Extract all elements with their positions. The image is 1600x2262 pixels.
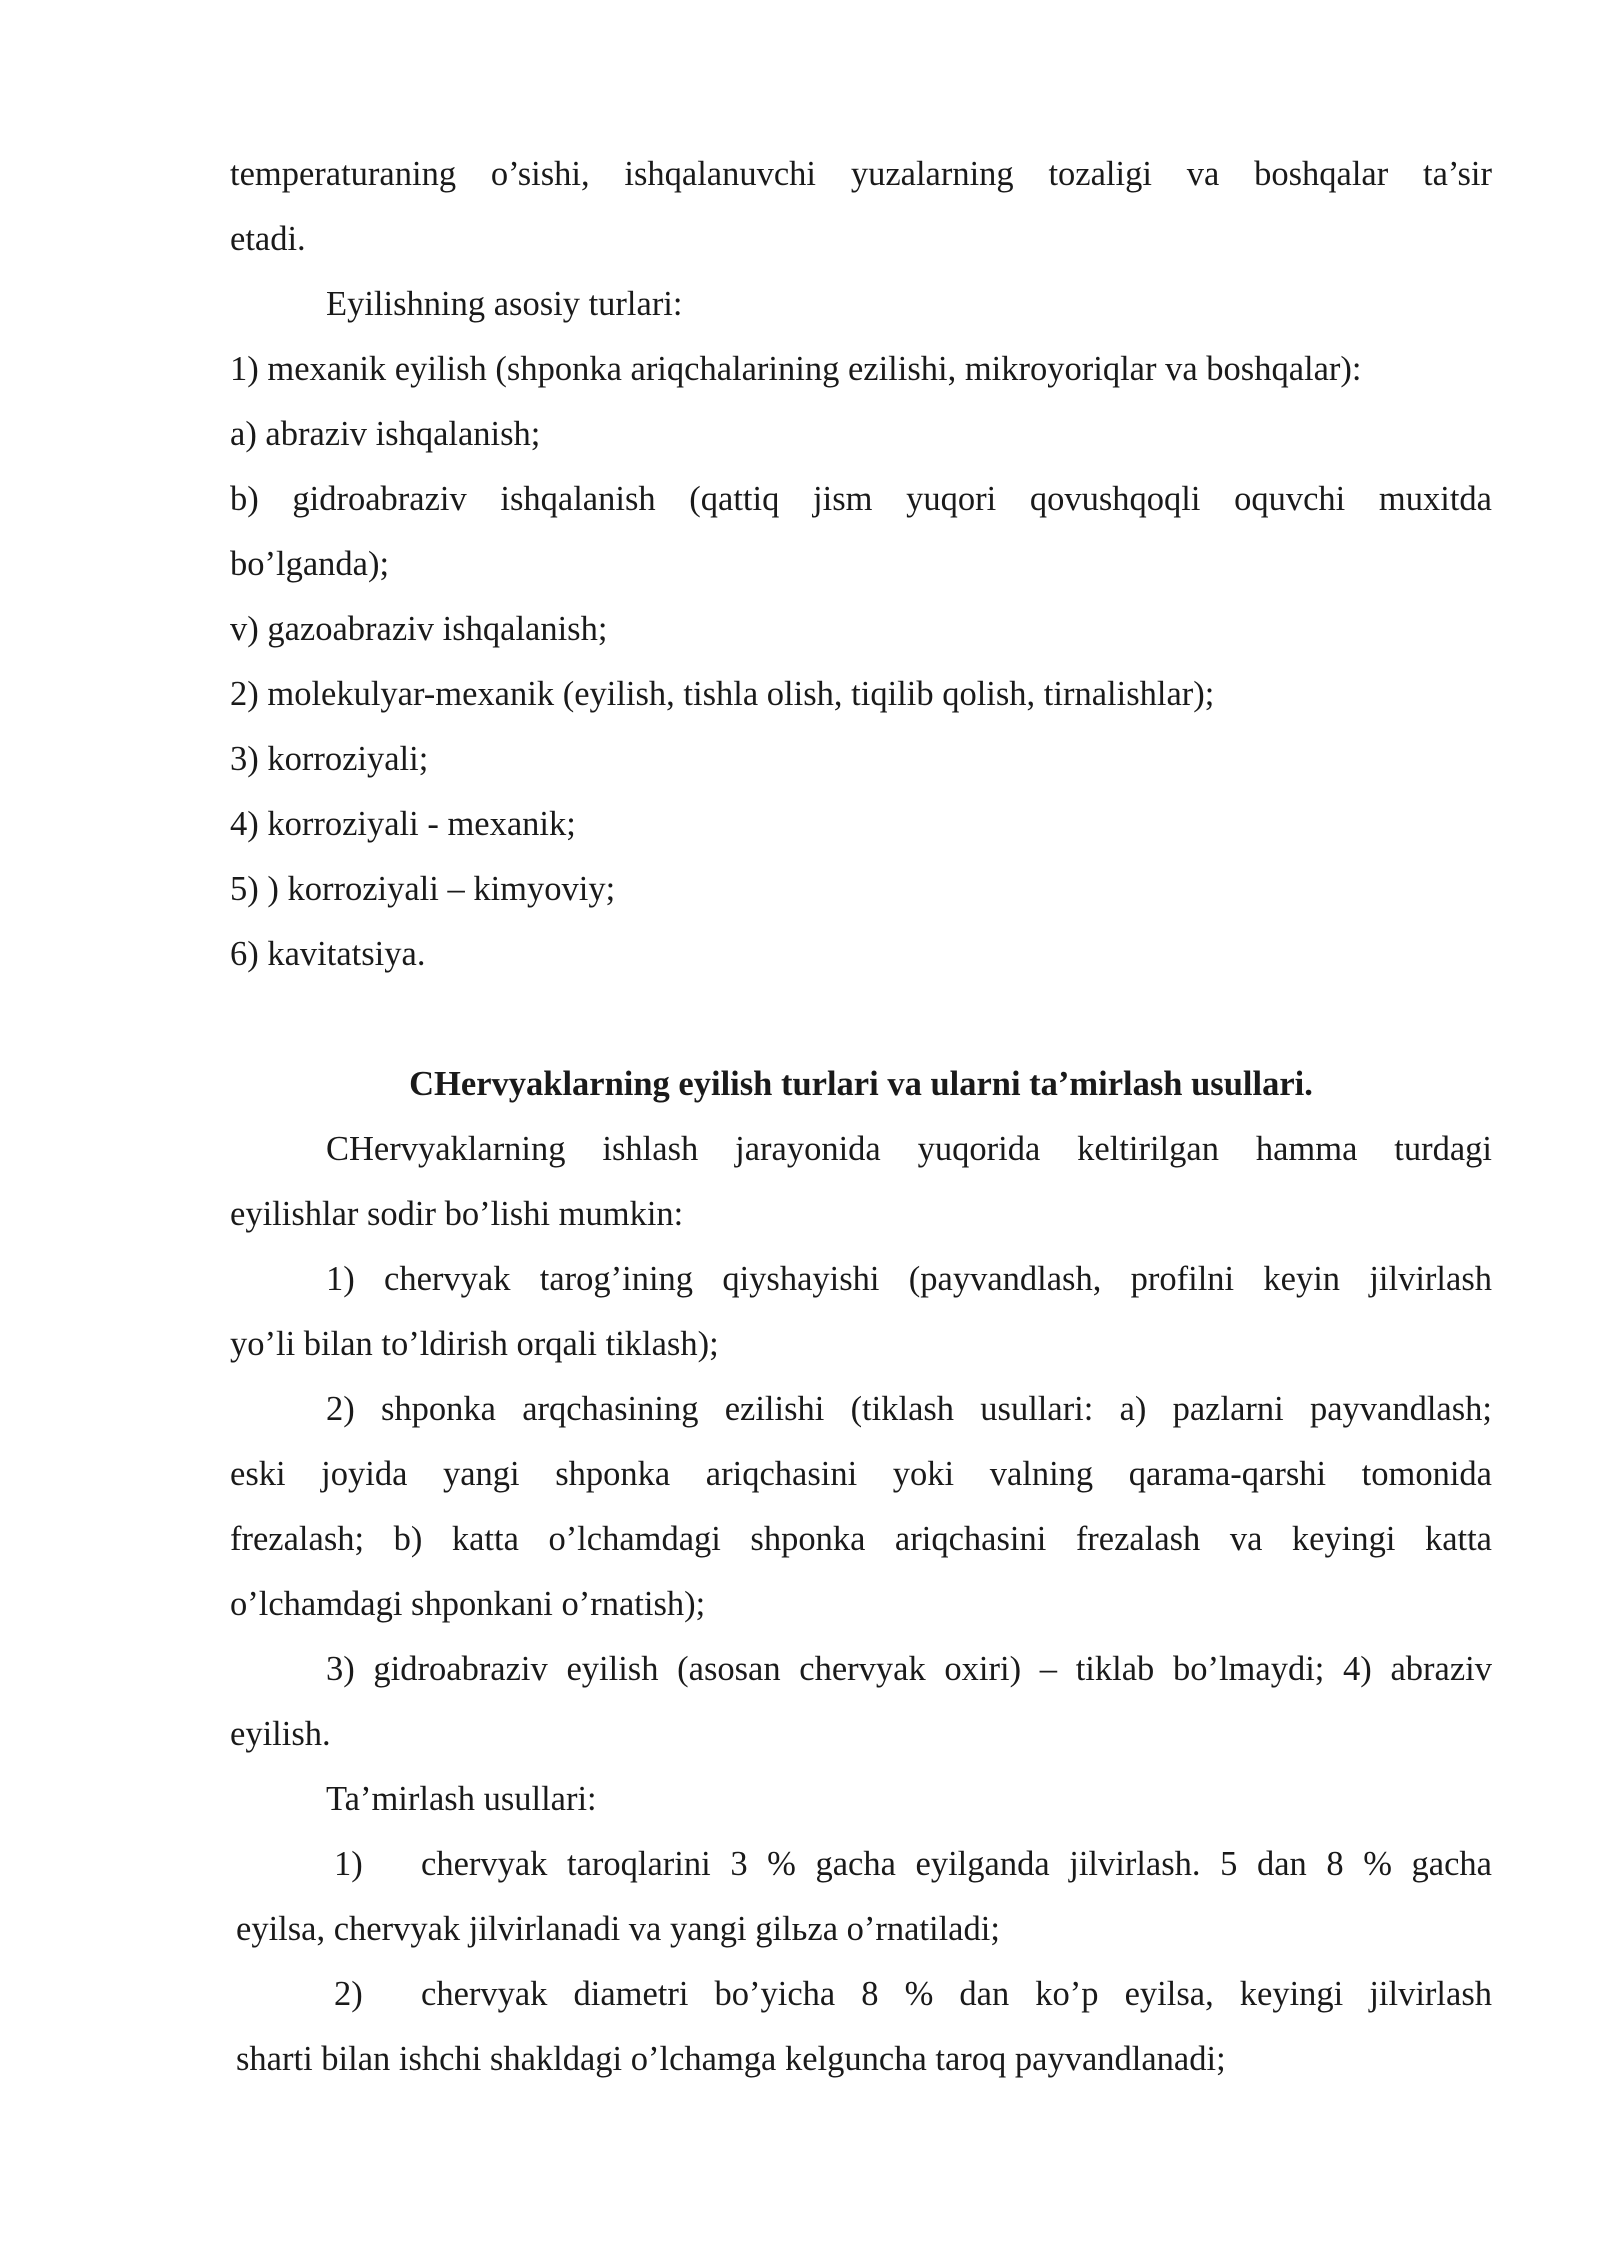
section-heading: CHervyaklarning eyilish turlari va ularni ta’mirlash usullari. — [409, 1065, 1313, 1103]
list-item: b) gidroabraziv ishqalanish (qattiq jism yuqori qovushqoqli oquvchi muxitda — [230, 480, 1492, 518]
list-item: a) abraziv ishqalanish; — [230, 415, 541, 453]
list-item: 5) ) korroziyali – kimyoviy; — [230, 870, 616, 908]
paragraph-line: temperaturaning o’sishi, ishqalanuvchi yuzalarning tozaligi va boshqalar ta’sir — [230, 155, 1492, 193]
list-item: chervyak taroqlarini 3 % gacha eyilganda jilvirlash. 5 dan 8 % gacha — [421, 1845, 1492, 1883]
list-number: 2) — [334, 1975, 363, 2013]
list-item: 6) kavitatsiya. — [230, 935, 426, 973]
list-item: bo’lganda); — [230, 545, 390, 583]
paragraph-line: sharti bilan ishchi shakldagi o’lchamga kelguncha taroq payvandlanadi; — [236, 2040, 1226, 2078]
list-item: 4) korroziyali - mexanik; — [230, 805, 576, 843]
paragraph-line: o’lchamdagi shponkani o’rnatish); — [230, 1585, 706, 1623]
list-item: v) gazoabraziv ishqalanish; — [230, 610, 608, 648]
list-item: chervyak diametri bo’yicha 8 % dan ko’p eyilsa, keyingi jilvirlash — [421, 1975, 1492, 2013]
list-number: 1) — [334, 1845, 363, 1883]
paragraph-line: 2) shponka arqchasining ezilishi (tiklash usullari: a) pazlarni payvandlash; — [326, 1390, 1492, 1428]
paragraph-line: etadi. — [230, 220, 306, 258]
section-intro: Eyilishning asosiy turlari: — [326, 285, 683, 323]
paragraph-line: yo’li bilan to’ldirish orqali tiklash); — [230, 1325, 719, 1363]
paragraph-line: CHervyaklarning ishlash jarayonida yuqorida keltirilgan hamma turdagi — [326, 1130, 1492, 1168]
paragraph-line: frezalash; b) katta o’lchamdagi shponka ariqchasini frezalash va keyingi katta — [230, 1520, 1492, 1558]
paragraph-line: 1) chervyak tarog’ining qiyshayishi (payvandlash, profilni keyin jilvirlash — [326, 1260, 1492, 1298]
list-item: 2) molekulyar-mexanik (eyilish, tishla olish, tiqilib qolish, tirnalishlar); — [230, 675, 1215, 713]
paragraph-line: eyilishlar sodir bo’lishi mumkin: — [230, 1195, 684, 1233]
section-intro: Ta’mirlash usullari: — [326, 1780, 597, 1818]
paragraph-line: eyilish. — [230, 1715, 331, 1753]
paragraph-line: 3) gidroabraziv eyilish (asosan chervyak oxiri) – tiklab bo’lmaydi; 4) abraziv — [326, 1650, 1492, 1688]
list-item: 3) korroziyali; — [230, 740, 429, 778]
paragraph-line: eyilsa, chervyak jilvirlanadi va yangi gilьza o’rnatiladi; — [236, 1910, 1000, 1948]
paragraph-line: eski joyida yangi shponka ariqchasini yoki valning qarama-qarshi tomonida — [230, 1455, 1492, 1493]
list-item: 1) mexanik eyilish (shponka ariqchalarining ezilishi, mikroyoriqlar va boshqalar): — [230, 350, 1362, 388]
